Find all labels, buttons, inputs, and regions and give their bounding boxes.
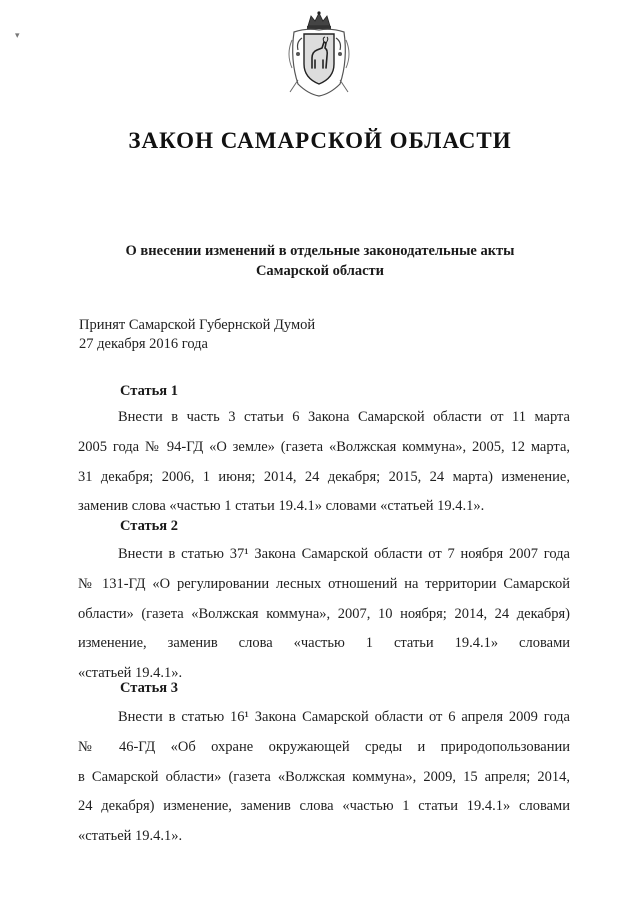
article-1-line: Внести в часть 3 статьи 6 Закона Самарской области от 11 марта bbox=[118, 409, 570, 425]
article-2-line: Внести в статью 37¹ Закона Самарской области от 7 ноября 2007 года bbox=[118, 546, 570, 562]
samara-coat-of-arms-icon bbox=[284, 10, 354, 98]
article-1-text bbox=[78, 403, 570, 522]
article-2-heading: Статья 2 bbox=[120, 518, 178, 534]
adoption-body-line: Принят Самарской Губернской Думой bbox=[79, 317, 316, 333]
article-1-line: 2005 года № 94-ГД «О земле» (газета «Волжская коммуна», 2005, 12 марта, bbox=[78, 438, 570, 455]
article-2-line: области» (газета «Волжская коммуна», 2007, 10 ноября; 2014, 24 декабря) bbox=[78, 605, 570, 622]
article-2-line: изменение, заменив слова «частью 1 статьи 19.4.1» словами bbox=[78, 635, 570, 652]
adoption-date-line: 27 декабря 2016 года bbox=[79, 336, 208, 352]
article-3-text bbox=[78, 703, 570, 852]
article-3-line: Внести в статью 16¹ Закона Самарской области от 6 апреля 2009 года bbox=[118, 709, 570, 725]
law-subtitle bbox=[60, 241, 580, 281]
article-1-line: заменив слова «частью 1 статьи 19.4.1» словами «статьей 19.4.1». bbox=[78, 498, 485, 515]
article-3-line: в Самарской области» (газета «Волжская коммуна», 2009, 15 апреля; 2014, bbox=[78, 768, 570, 785]
article-3-line: 24 декабря) изменение, заменив слова «частью 1 статьи 19.4.1» словами bbox=[78, 798, 570, 815]
scan-artifact: ▾ bbox=[15, 30, 20, 40]
adoption-info bbox=[79, 316, 315, 354]
article-3-heading: Статья 3 bbox=[120, 680, 178, 696]
article-2-line: «статьей 19.4.1». bbox=[78, 665, 183, 682]
article-1-heading: Статья 1 bbox=[120, 383, 178, 399]
article-3-line: № 46-ГД «Об охране окружающей среды и природопользовании bbox=[78, 738, 570, 755]
law-subtitle-line: Самарской области bbox=[255, 263, 385, 279]
article-3-line: «статьей 19.4.1». bbox=[78, 828, 183, 845]
article-2-text bbox=[78, 540, 570, 689]
law-title: ЗАКОН САМАРСКОЙ ОБЛАСТИ bbox=[128, 128, 512, 153]
article-2-line: № 131-ГД «О регулировании лесных отношений на территории Самарской bbox=[78, 575, 570, 592]
law-subtitle-line: О внесении изменений в отдельные законодательные акты bbox=[125, 243, 515, 259]
article-1-line: 31 декабря; 2006, 1 июня; 2014, 24 декабря; 2015, 24 марта) изменение, bbox=[78, 468, 570, 485]
